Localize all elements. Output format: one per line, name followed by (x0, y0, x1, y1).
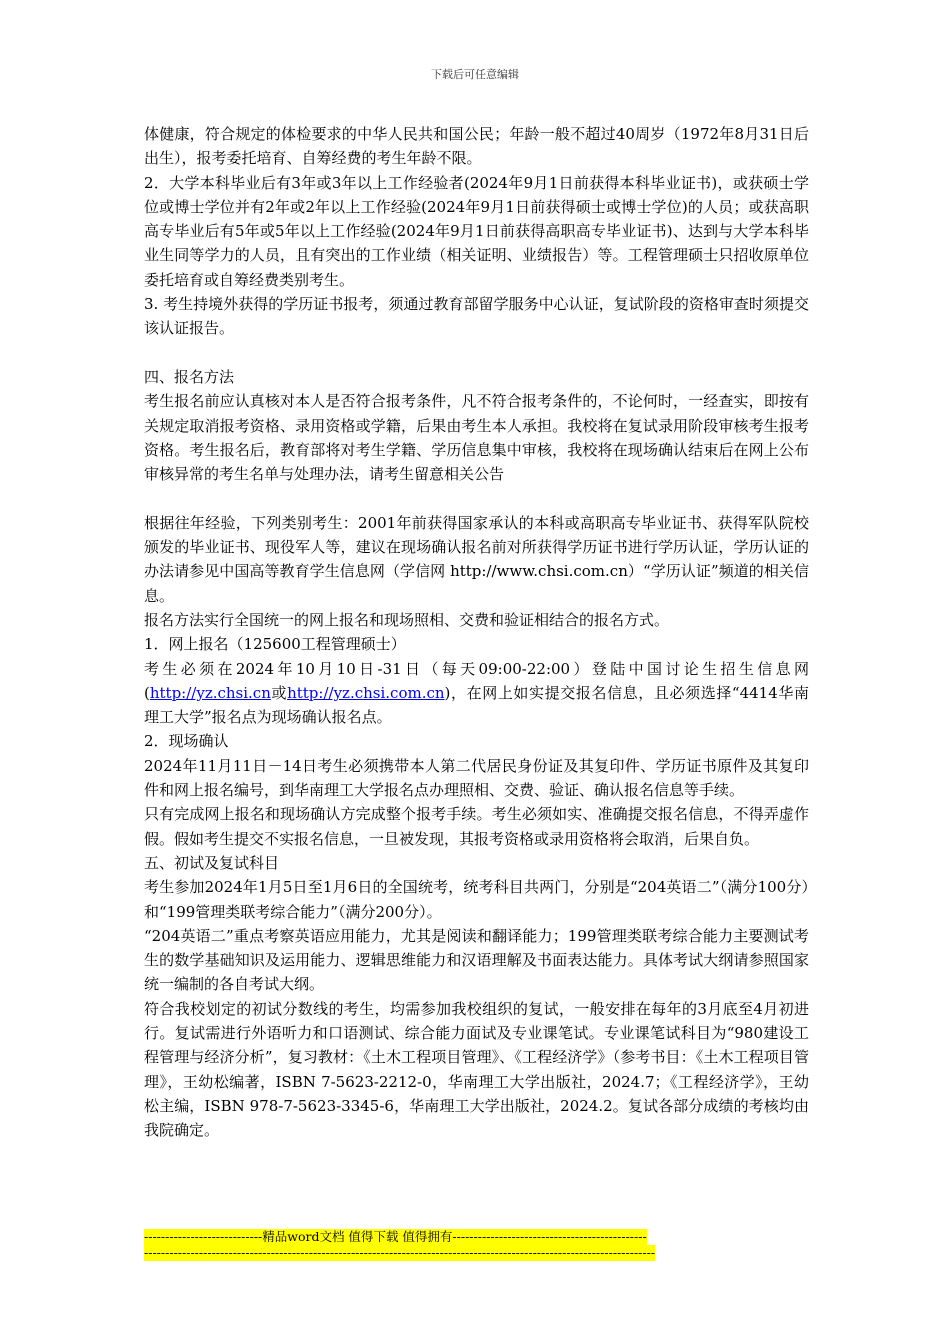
online-reg-text-middle: 或 (270, 683, 288, 702)
footer-divider: ------------------------------------------------------------------------------------------------------------------------- (144, 1245, 656, 1260)
document-body (144, 122, 809, 1142)
paragraph-complete-procedure: 只有完成网上报名和现场确认方完成整个报考手续。考生必须如实、准确提交报名信息，不得弄虚作假。假如考生提交不实报名信息，一旦被发现，其报考资格或录用资格将会取消，后果自负。 (144, 805, 809, 848)
online-reg-text-after: )，在网上如实提交报名信息，且必须选择“4414华南理工大学”报名点为现场确认报名点。 (144, 683, 809, 727)
paragraph-exam-content: “204英语二”重点考察英语应用能力，尤其是阅读和翻译能力；199管理类联考综合能力主要测试考生的数学基础知识及运用能力、逻辑思维能力和汉语理解及书面表达能力。具体考试大纲请参照国家统一编制的各自考试大纲。 (144, 926, 809, 994)
page-footer (144, 1229, 744, 1261)
blank-line (144, 486, 809, 510)
paragraph-retest: 符合我校划定的初试分数线的考生，均需参加我校组织的复试，一般安排在每年的3月底至4月初进行。复试需进行外语听力和口语测试、综合能力面试及专业课笔试。专业课笔试科目为“980建设工程管理与经济分析”，复习教材：《土木工程项目管理》、《工程经济学》（参考书目：《土木工程项目管理》，王幼松编著，ISBN 7-5623-2212-0，华南理工大学出版社，2024.7；《工程经济学》，王幼松主编，ISBN 978-7-5623-3345-6，华南理工大学出版社，2024.2。复试各部分成绩的考核均由我院确定。 (144, 999, 809, 1140)
link-yz-chsi-com[interactable]: http://yz.chsi.com.cn (287, 683, 445, 702)
paragraph-online-registration (144, 657, 809, 730)
footer-banner: ----------------------------精品word文档 值得下载 值得拥有---------------------------------------------- (144, 1229, 647, 1244)
section-heading-exam-subjects: 五、初试及复试科目 (144, 853, 280, 872)
paragraph-registration-method: 报名方法实行全国统一的网上报名和现场照相、交费和验证相结合的报名方式。 (144, 610, 670, 629)
paragraph-degree-certification: 根据往年经验，下列类别考生：2001年前获得国家承认的本科或高职高专毕业证书、获得军队院校颁发的毕业证书、现役军人等，建议在现场确认报名前对所获得学历证书进行学历认证，学历认证的办法请参见中国高等教育学生信息网（学信网 http://www.chsi.com.cn）“学历认证”频道的相关信息。 (144, 513, 809, 605)
paragraph-national-exam: 考生参加2024年1月5日至1月6日的全国统考，统考科目共两门，分别是“204英语二”（满分100分）和“199管理类联考综合能力”（满分200分）。 (144, 878, 809, 921)
subheading-onsite-confirmation: 2．现场确认 (144, 732, 229, 751)
subheading-online-registration: 1．网上报名（125600工程管理硕士） (144, 635, 406, 654)
page-header: 下载后可任意编辑 (431, 68, 519, 81)
paragraph-overseas-degree: 3. 考生持境外获得的学历证书报考，须通过教育部留学服务中心认证，复试阶段的资格审查时须提交该认证报告。 (144, 295, 809, 338)
paragraph-verify-eligibility: 考生报名前应认真核对本人是否符合报考条件，凡不符合报考条件的，不论何时，一经查实，即按有关规定取消报考资格、录用资格或学籍，后果由考生本人承担。我校将在复试录用阶段审核考生报考资格。考生报名后，教育部将对考生学籍、学历信息集中审核，我校将在现场确认结束后在网上公布审核异常的考生名单与处理办法，请考生留意相关公告 (144, 392, 809, 484)
paragraph-work-experience: 2．大学本科毕业后有3年或3年以上工作经验者(2024年9月1日前获得本科毕业证书)，或获硕士学位或博士学位并有2年或2年以上工作经验(2024年9月1日前获得硕士或博士学位)的人员；或获高职高专毕业后有5年或5年以上工作经验(2024年9月1日前获得高职高专毕业证书)、达到与大学本科毕业生同等学力的人员，且有突出的工作业绩（相关证明、业绩报告）等。工程管理硕士只招收原单位委托培育或自筹经费类别考生。 (144, 173, 809, 289)
blank-line (144, 341, 809, 365)
link-yz-chsi[interactable]: http://yz.chsi.cn (149, 683, 271, 702)
paragraph-onsite-confirmation: 2024年11月11日－14日考生必须携带本人第二代居民身份证及其复印件、学历证书原件及其复印件和网上报名编号，到华南理工大学报名点办理照相、交费、验证、确认报名信息等手续。 (144, 756, 809, 800)
section-heading-registration: 四、报名方法 (144, 367, 235, 386)
paragraph-age-requirement: 体健康，符合规定的体检要求的中华人民共和国公民；年龄一般不超过40周岁（1972年8月31日后出生），报考委托培育、自筹经费的考生年龄不限。 (144, 125, 809, 168)
online-reg-text-before: 考生必须在2024年10月10日-31日（每天09:00-22:00）登陆中国讨论生招生信息网( (144, 659, 809, 702)
